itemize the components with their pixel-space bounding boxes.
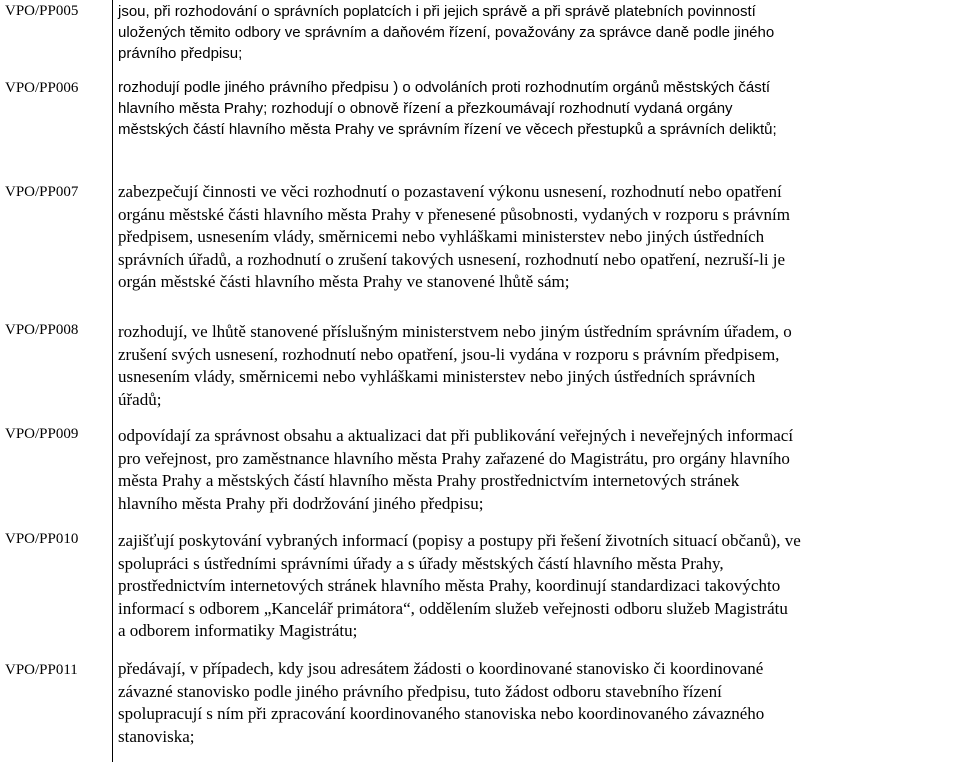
text-line: hlavního města Prahy při dodržování jiného předpisu; xyxy=(118,493,484,513)
text-line: zajišťují poskytování vybraných informací (popisy a postupy při řešení životních situací občanů), ve xyxy=(118,531,801,550)
provision-code: VPO/PP007 xyxy=(5,184,79,200)
text-line: závazné stanovisko podle jiného právního předpisu, tuto žádost odboru stavebního řízení xyxy=(118,681,722,701)
provision-text xyxy=(118,181,960,294)
text-line: města Prahy a městských částí hlavního města Prahy prostřednictvím internetových stránek xyxy=(118,471,740,490)
text-line: prostřednictvím internetových stránek hlavního města Prahy, koordinují standardizaci takovýchto xyxy=(118,576,781,595)
provision-code: VPO/PP006 xyxy=(5,80,79,96)
text-line: zabezpečují činnosti ve věci rozhodnutí o pozastavení výkonu usnesení, rozhodnutí nebo opatření xyxy=(118,182,782,201)
text-line: rozhodují, ve lhůtě stanovené příslušným ministerstvem nebo jiným ústředním správním úřadem, o xyxy=(118,322,792,341)
provision-text xyxy=(118,77,960,140)
text-line: stanoviska; xyxy=(118,726,195,746)
text-line: usnesením vlády, směrnicemi nebo vyhláškami ministerstev nebo jiných ústředních správních xyxy=(118,367,756,386)
text-line: správních úřadů, a rozhodnutí o zrušení takových usnesení, rozhodnutí nebo opatření, nezruší-li je xyxy=(118,249,786,269)
text-line: městských částí hlavního města Prahy ve správním řízení ve věcech přestupků a správních deliktů; xyxy=(118,121,777,138)
text-line: orgán městské části hlavního města Prahy ve stanovené lhůtě sám; xyxy=(118,272,570,291)
text-line: rozhodují podle jiného právního předpisu ) o odvoláních proti rozhodnutím orgánů městských částí xyxy=(118,79,771,96)
text-line: předávají, v případech, kdy jsou adresátem žádosti o koordinované stanovisko či koordinované xyxy=(118,659,764,678)
column-divider xyxy=(112,0,113,762)
text-line: informací s odborem „Kancelář primátora“, oddělením služeb veřejnosti odboru služeb Magistrátu xyxy=(118,598,788,618)
text-line: uložených těmito odbory ve správním a daňovém řízení, považovány za správce daně podle jiného xyxy=(118,24,775,41)
provision-text xyxy=(118,321,960,411)
provision-text xyxy=(118,425,960,515)
provision-text xyxy=(118,658,960,748)
provision-text xyxy=(118,530,960,643)
text-line: a odborem informatiky Magistrátu; xyxy=(118,621,358,640)
text-line: předpisem, usnesením vlády, směrnicemi nebo vyhláškami ministerstev nebo jiných ústředních xyxy=(118,227,765,246)
text-line: spolupráci s ústředními správními úřady a s úřady městských částí hlavního města Prahy, xyxy=(118,553,724,573)
text-line: spolupracují s ním při zpracování koordinovaného stanoviska nebo koordinovaného závazného xyxy=(118,704,765,723)
provision-code: VPO/PP005 xyxy=(5,3,79,19)
provision-code: VPO/PP010 xyxy=(5,531,79,547)
text-line: jsou, při rozhodování o správních poplatcích i při jejich správě a při správě platebních povinností xyxy=(118,3,756,20)
provision-code: VPO/PP009 xyxy=(5,426,79,442)
provision-code: VPO/PP011 xyxy=(5,662,78,678)
text-line: právního předpisu; xyxy=(118,45,243,62)
text-line: pro veřejnost, pro zaměstnance hlavního města Prahy zařazené do Magistrátu, pro orgány hlavního xyxy=(118,448,790,468)
text-line: hlavního města Prahy; rozhodují o obnově řízení a přezkoumávají rozhodnutí vydaná orgány xyxy=(118,100,733,117)
text-line: úřadů; xyxy=(118,389,162,409)
text-line: odpovídají za správnost obsahu a aktualizaci dat při publikování veřejných i neveřejných informací xyxy=(118,426,794,445)
provision-text xyxy=(118,1,960,64)
text-line: orgánu městské části hlavního města Prahy v přenesené působnosti, vydaných v rozporu s právním xyxy=(118,204,790,224)
text-line: zrušení svých usnesení, rozhodnutí nebo opatření, jsou-li vydána v rozporu s právním předpisem, xyxy=(118,344,780,364)
provision-code: VPO/PP008 xyxy=(5,322,79,338)
